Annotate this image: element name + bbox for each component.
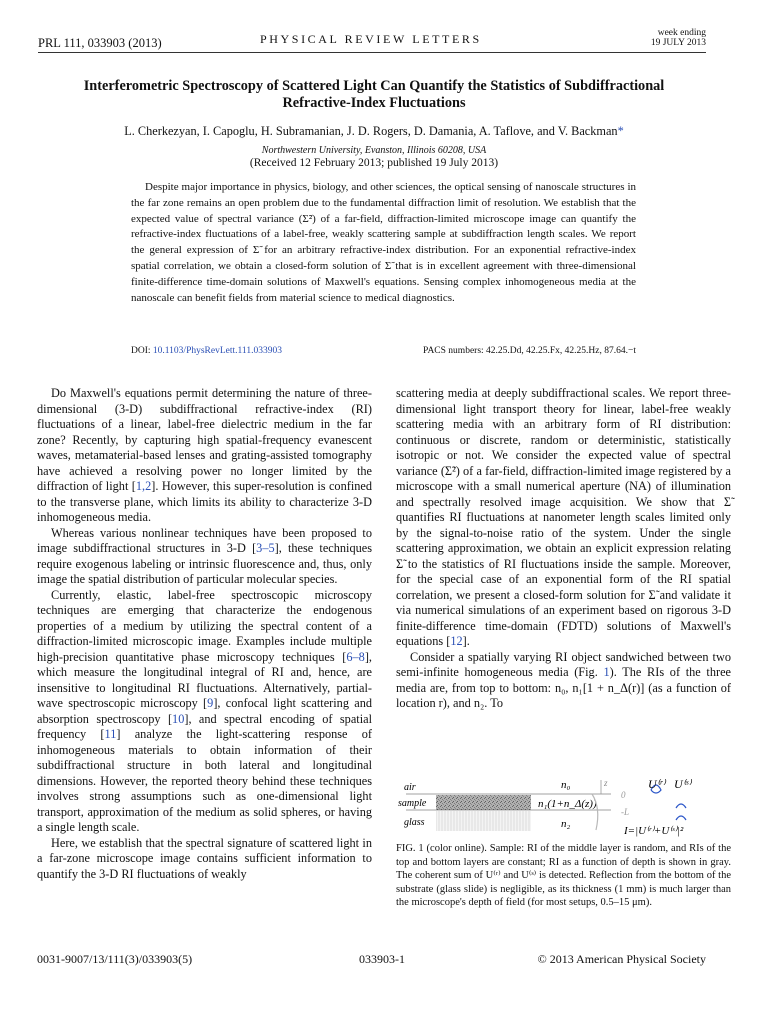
intensity-formula: I=|U⁽ʳ⁾+U⁽ˢ⁾|² xyxy=(624,825,684,837)
figure-1-link[interactable]: 1 xyxy=(603,665,610,679)
paragraph-6: Consider a spatially varying RI object sandwiched between two semi-infinite homogeneous media (Fig. 1). The RIs of the three media are, from top to bottom: n₀, n₁[1 + n_Δ(r)] (as a function of location r), and n₂. To xyxy=(396,649,731,710)
paragraph-5: scattering media at deeply subdiffractional scales. We report three-dimensional light transport theory for linear, label-free weakly scattering media with an arbitrary form of RI distribution: continuous or discrete, random or deterministic, statistically isotropic or not. We consider the expected value of spectral variance (Σ̃²) of a far-field, diffraction-limited image registered by a microscope with a small numerical aperture (NA) of illumination and spectrally resolved image acquisition. We show that Σ̃ quantifies RI fluctuations at nanometer length scales limited only by the signal-to-noise ratio of the system. Under the single scattering approximation, we obtain an explicit expression relating Σ̃ to the statistics of RI fluctuations inside the sample. Moreover, for the special case of an exponential form of the RI spatial correlation, we present a closed-form solution for Σ̃ and validate it via numerical simulations of an experiment based on rigorous 3-D finite-difference time-domain (FDTD) solutions of Maxwell's equations [12]. xyxy=(396,386,731,648)
journal-name: PHYSICAL REVIEW LETTERS xyxy=(260,32,482,46)
left-column xyxy=(37,386,372,882)
u-r-label: U⁽ʳ⁾ xyxy=(648,778,666,791)
paper-title: Interferometric Spectroscopy of Scattered Light Can Quantify the Statistics of Subdiffractional Refractive-Index Fluctuations xyxy=(83,78,665,111)
u-s-label: U⁽ˢ⁾ xyxy=(674,778,692,791)
paragraph-1: Do Maxwell's equations permit determining the nature of three-dimensional (3-D) subdiffractional refractive-index (RI) fluctuations of a linear, label-free dielectric medium in the far zone? Recently, by capturing high spatial-frequency evanescent waves, metamaterial-based lenses and grating-assisted tomography have achieved a resolving power no longer limited by the diffraction of light [1,2]. However, this super-resolution is confined to the transverse plane, which limits its ability to characterize 3-D inhomogeneous media. xyxy=(37,386,372,524)
ref-link-12[interactable]: 12 xyxy=(450,634,463,648)
paragraph-2: Whereas various nonlinear techniques have been proposed to image subdiffractional structures in 3-D [3–5], these techniques require exogenous labeling or intrinsic fluorescence and, thus, only image the spatial distribution of particular molecular species. xyxy=(37,525,373,586)
page-number: 033903-1 xyxy=(359,952,405,966)
figure-1 xyxy=(396,778,731,838)
ref-link-9[interactable]: 9 xyxy=(207,696,214,710)
n2-label: n₂ xyxy=(561,818,571,830)
received-dates: (Received 12 February 2013; published 19 July 2013) xyxy=(249,157,499,169)
sample-layer xyxy=(436,795,531,810)
ref-link-11[interactable]: 11 xyxy=(104,727,117,741)
scattered-arrow-2 xyxy=(676,816,686,820)
pacs-numbers: PACS numbers: 42.25.Dd, 42.25.Fx, 42.25.Hz, 87.64.−t xyxy=(423,346,636,356)
doi-label: DOI: xyxy=(131,346,151,356)
issue-date xyxy=(651,28,706,48)
minus-l-label: -L xyxy=(621,807,630,817)
page-header xyxy=(38,26,706,52)
z-axis-label: z xyxy=(604,778,608,788)
abstract xyxy=(131,180,636,306)
abstract-text: Despite major importance in physics, biology, and other sciences, the optical sensing of nanoscale structures in the far zone remains an open problem due to the fundamental diffraction limit of resolution. We establish that the expected value of spectral variance (Σ̃²) of a far-field, diffraction-limited microscope image can quantify the refractive-index fluctuations of a label-free, weakly scattering sample at subdiffraction length scales. We report the general expression of Σ̃ for an arbitrary refractive-index distribution. For an exponential refractive-index spatial correlation, we obtain a closed-form solution of Σ̃ that is in excellent agreement with three-dimensional finite-difference time-domain solutions of Maxwell's equations. Sensing complex inhomogeneous media at the nanoscale can benefit fields from material science to medical diagnostics. xyxy=(131,181,636,304)
ref-link-10[interactable]: 10 xyxy=(172,711,185,726)
scattered-arrow-1 xyxy=(676,804,686,808)
article-code: 0031-9007/13/111(3)/033903(5) xyxy=(37,952,193,966)
glass-label: glass xyxy=(404,817,425,828)
sample-label: sample xyxy=(398,798,427,809)
n1-label: n₁(1+n_Δ(z)) xyxy=(538,798,597,810)
air-label: air xyxy=(404,782,416,793)
figure-1-caption: FIG. 1 (color online). Sample: RI of the middle layer is random, and RIs of the top and bottom layers are constant; RI as a function of depth is shown in gray. The coherent sum of U⁽ʳ⁾ and U⁽ˢ⁾ is detected. Reflection from the bottom of the substrate (glass slide) is negligible, as its thickness (1 mm) is much larger than the microscope's depth of field (for most setups, 0.5–15 μm). xyxy=(396,843,731,909)
corresponding-author-link[interactable]: * xyxy=(617,124,624,138)
affiliation: Northwestern University, Evanston, Illinois 60208, USA xyxy=(261,145,487,156)
week-label: week ending xyxy=(657,28,706,38)
doi-pacs-line xyxy=(131,346,636,356)
zero-label: 0 xyxy=(621,790,626,800)
doi-link[interactable]: 10.1103/PhysRevLett.111.033903 xyxy=(152,346,282,356)
authors-text: L. Cherkezyan, I. Capoglu, H. Subramanian, J. D. Rogers, D. Damania, A. Taflove, and V. Backman xyxy=(124,124,618,138)
right-column xyxy=(396,386,731,712)
paragraph-4: Here, we establish that the spectral signature of scattered light in a far-zone microscope image contains sufficient information to quantify the 3-D RI fluctuations of weakly xyxy=(37,835,372,881)
ref-link-3-5[interactable]: 3–5 xyxy=(256,541,275,555)
ref-link-1-2[interactable]: 1,2 xyxy=(135,479,152,493)
header-rule xyxy=(38,52,706,53)
glass-layer xyxy=(436,811,531,831)
ref-link-6-8[interactable]: 6–8 xyxy=(346,649,365,664)
copyright: © 2013 American Physical Society xyxy=(537,952,706,966)
journal-reference: PRL 111, 033903 (2013) xyxy=(38,36,162,50)
author-list xyxy=(60,124,688,139)
week-date: 19 JULY 2013 xyxy=(650,38,706,48)
n0-label: n₀ xyxy=(561,779,571,791)
paragraph-3: Currently, elastic, label-free spectroscopic microscopy techniques are emerging that characterize the endogenous properties of a medium by utilizing the spectral content of a diffraction-limited microscopic image. Examples include multiple high-precision quantitative phase microscopy techniques [6–8], which measure the longitudinal integral of RI and, hence, are insensitive to longitudinal RI fluctuations. Alternatively, partial-wave spectroscopic microscopy [9], confocal light scattering and absorption spectroscopy [10], and spectral encoding of spatial frequency [11] analyze the light-scattering response of inhomogeneous materials to obtain information of their subdiffractional structure in both lateral and longitudinal dimensions. However, the reported theory behind these techniques involves strong assumptions such as one-dimensional light transport, approximation of the medium as solid spheres, or having a single length scale. xyxy=(37,587,373,834)
